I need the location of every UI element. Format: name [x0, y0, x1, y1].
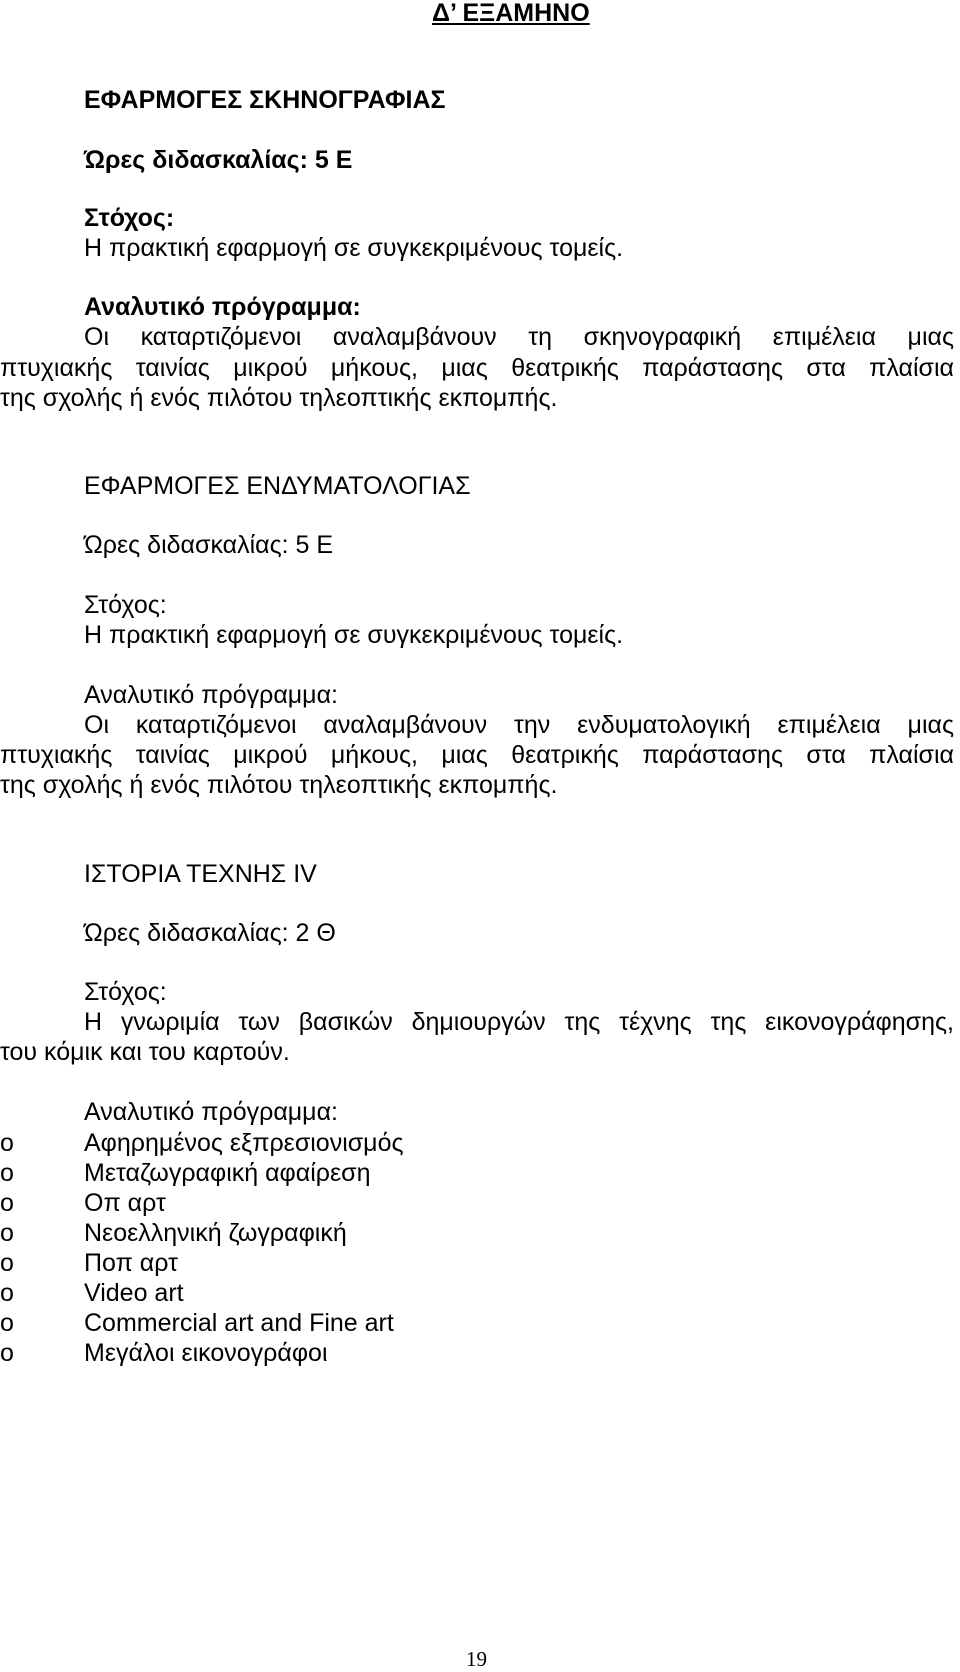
list-item-text: Οπ αρτ	[84, 1189, 166, 1217]
section-title: ΙΣΤΟΡΙΑ ΤΕΧΝΗΣ IV	[84, 860, 317, 888]
list-item-text: Ποπ αρτ	[84, 1249, 178, 1277]
goal-text: Η πρακτική εφαρμογή σε συγκεκριμένους τομείς.	[84, 234, 624, 262]
semester-heading: Δ’ ΕΞΑΜΗΝΟ	[432, 0, 590, 27]
syllabus-text-line: Οι καταρτιζόμενοι αναλαμβάνουν την ενδυματολογική επιμέλεια μιας	[84, 711, 954, 739]
bullet-icon: o	[0, 1249, 14, 1277]
section-title: ΕΦΑΡΜΟΓΕΣ ΣΚΗΝΟΓΡΑΦΙΑΣ	[84, 86, 446, 114]
list-item-text: Μεταζωγραφική αφαίρεση	[84, 1159, 371, 1187]
section-title: ΕΦΑΡΜΟΓΕΣ ΕΝΔΥΜΑΤΟΛΟΓΙΑΣ	[84, 472, 471, 500]
goal-text-line: του κόμικ και του καρτούν.	[0, 1038, 290, 1066]
list-item-text: Αφηρημένος εξπρεσιονισμός	[84, 1129, 404, 1157]
syllabus-label: Αναλυτικό πρόγραμμα:	[84, 681, 338, 709]
bullet-icon: o	[0, 1189, 14, 1217]
syllabus-text-line: της σχολής ή ενός πιλότου τηλεοπτικής εκπομπής.	[0, 771, 558, 799]
goal-text-line: Η γνωριμία των βασικών δημιουργών της τέχνης της εικονογράφησης,	[84, 1008, 954, 1036]
section-hours: Ώρες διδασκαλίας: 2 Θ	[84, 919, 336, 947]
bullet-icon: o	[0, 1309, 14, 1337]
syllabus-text-line: πτυχιακής ταινίας μικρού μήκους, μιας θεατρικής παράστασης στα πλαίσια	[0, 354, 954, 382]
syllabus-text-line: πτυχιακής ταινίας μικρού μήκους, μιας θεατρικής παράστασης στα πλαίσια	[0, 741, 954, 769]
goal-label: Στόχος:	[84, 204, 175, 232]
syllabus-label: Αναλυτικό πρόγραμμα:	[84, 293, 361, 321]
bullet-icon: o	[0, 1129, 14, 1157]
syllabus-label: Αναλυτικό πρόγραμμα:	[84, 1098, 338, 1126]
syllabus-text-line: της σχολής ή ενός πιλότου τηλεοπτικής εκπομπής.	[0, 384, 558, 412]
goal-label: Στόχος:	[84, 591, 167, 619]
list-item-text: Νεοελληνική ζωγραφική	[84, 1219, 347, 1247]
list-item-text: Video art	[84, 1279, 184, 1307]
section-hours: Ώρες διδασκαλίας: 5 Ε	[84, 531, 334, 559]
section-hours: Ώρες διδασκαλίας: 5 Ε	[84, 146, 353, 174]
goal-text: Η πρακτική εφαρμογή σε συγκεκριμένους τομείς.	[84, 621, 624, 649]
goal-label: Στόχος:	[84, 978, 167, 1006]
list-item-text: Μεγάλοι εικονογράφοι	[84, 1339, 328, 1367]
syllabus-text-line: Οι καταρτιζόμενοι αναλαμβάνουν τη σκηνογραφική επιμέλεια μιας	[84, 323, 954, 351]
bullet-icon: o	[0, 1339, 14, 1367]
bullet-icon: o	[0, 1279, 14, 1307]
bullet-icon: o	[0, 1159, 14, 1187]
list-item-text: Commercial art and Fine art	[84, 1309, 394, 1337]
bullet-icon: o	[0, 1219, 14, 1247]
page-number: 19	[466, 1647, 487, 1671]
